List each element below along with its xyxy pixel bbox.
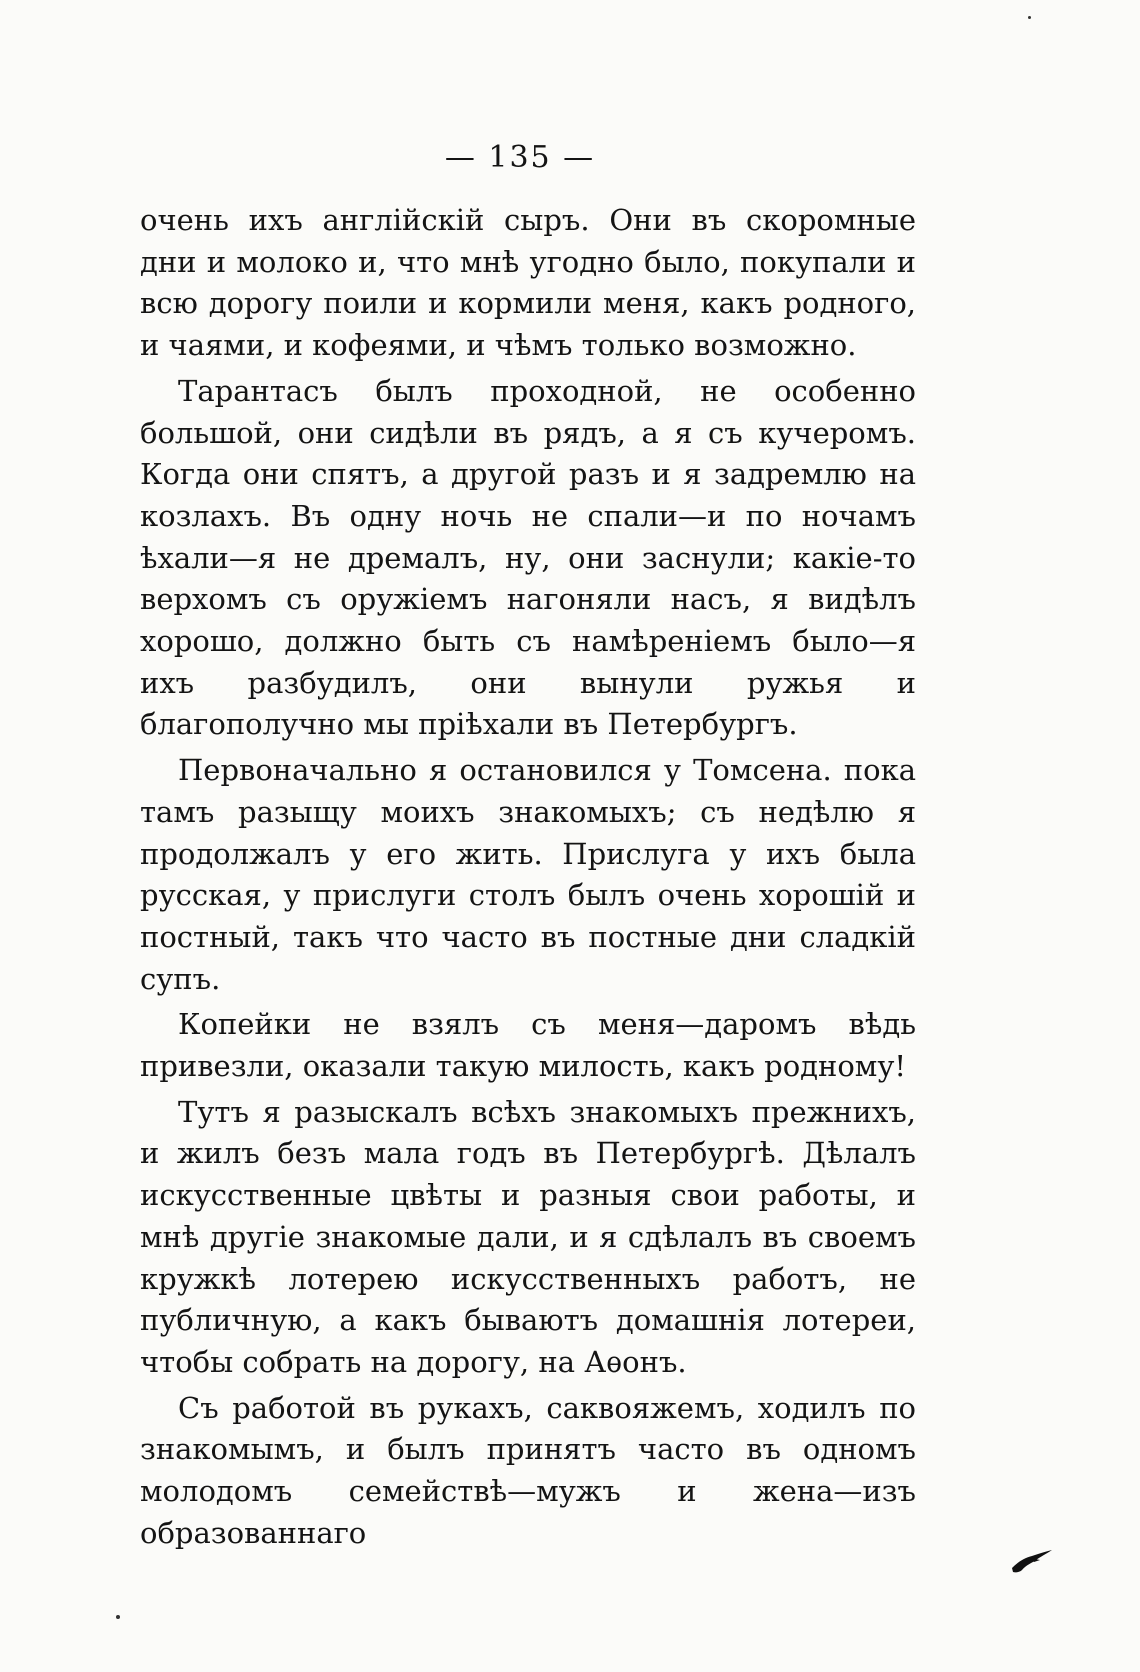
body-text [140, 200, 916, 1559]
paragraph-4: Копейки не взялъ съ меня—даромъ вѣдь привезли, оказали такую милость, какъ родному! [140, 1007, 916, 1084]
speck-mark [116, 1615, 120, 1619]
paragraph-6: Съ работой въ рукахъ, саквояжемъ, ходилъ по знакомымъ, и былъ принятъ часто въ одномъ молодомъ семействѣ—мужъ и жена—изъ образованнаго [140, 1390, 916, 1550]
paragraph-5: Тутъ я разыскалъ всѣхъ знакомыхъ прежнихъ, и жилъ безъ мала годъ въ Петербургѣ. Дѣлалъ искусственные цвѣты и разныя свои работы, и мнѣ другіе знакомые дали, и я сдѣлалъ въ своемъ кружкѣ лотерею искусственныхъ работъ, не публичную, а какъ бываютъ домашнія лотереи, чтобы собрать на дорогу, на Аѳонъ. [140, 1094, 916, 1379]
ink-blot-icon [1010, 1548, 1054, 1574]
speck-mark [1028, 16, 1031, 19]
paragraph-2: Тарантасъ былъ проходной, не особенно большой, они сидѣли въ рядъ, а я съ кучеромъ. Когда они спятъ, а другой разъ и я задремлю на козлахъ. Въ одну ночь не спали—и по ночамъ ѣхали—я не дремалъ, ну, они заснули; какіе-то верхомъ съ оружіемъ нагоняли насъ, я видѣлъ хорошо, должно быть съ намѣреніемъ было—я ихъ разбудилъ, они вынули ружья и благополучно мы пріѣхали въ Петербургъ. [140, 373, 916, 742]
paragraph-3: Первоначально я остановился у Томсена. пока тамъ разыщу моихъ знакомыхъ; съ недѣлю я продолжалъ у его жить. Прислуга у ихъ была русская, у прислуги столъ былъ очень хорошій и постный, такъ что часто въ постные дни сладкій супъ. [140, 753, 916, 996]
paragraph-1: очень ихъ англійскій сыръ. Они въ скоромные дни и молоко и, что мнѣ угодно было, покупали и всю дорогу поили и кормили меня, какъ родного, и чаями, и кофеями, и чѣмъ только возможно. [140, 203, 916, 363]
page-number: — 135 — [444, 140, 596, 175]
